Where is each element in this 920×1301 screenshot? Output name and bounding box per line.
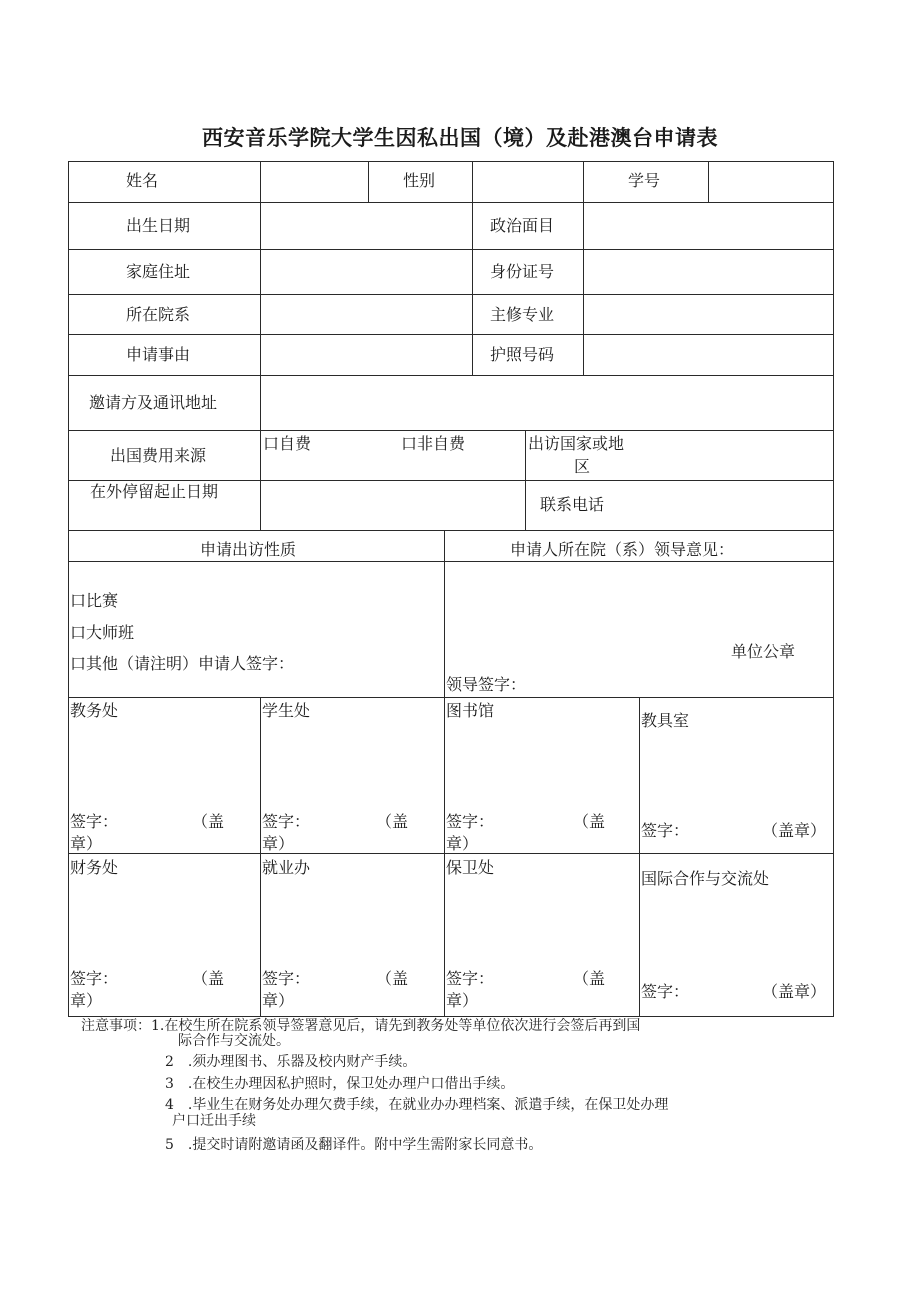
notes-item-1-line1: 注意事项：1.在校生所在院系领导签署意见后，请先到教务处等单位依次进行会签后再到国: [81, 1018, 641, 1034]
passport-number-label: 护照号码: [490, 345, 555, 364]
notes-item-1-line2: 际合作与交流处。: [178, 1033, 290, 1049]
col-divider: [260, 202, 261, 375]
office-finance: 财务处: [70, 858, 119, 877]
row-divider: [68, 375, 834, 376]
seal-label-open: （盖: [376, 969, 409, 988]
notes-item-5: 5 .提交时请附邀请函及翻译件。附中学生需附家长同意书。: [165, 1137, 543, 1153]
sign-label: 签字：: [446, 812, 495, 831]
not-self-funded-option[interactable]: 口非自费: [401, 434, 466, 453]
sign-label: 签字：: [70, 812, 119, 831]
home-address-label: 家庭住址: [126, 262, 191, 281]
office-library: 图书馆: [446, 701, 495, 720]
office-employment: 就业办: [262, 858, 311, 877]
option-competition[interactable]: 口比赛: [70, 591, 119, 610]
office-academic-affairs: 教务处: [70, 701, 119, 720]
row-divider: [68, 530, 834, 531]
seal-label-close: 章）: [262, 991, 295, 1010]
col-divider: [525, 430, 526, 530]
department-label: 所在院系: [126, 305, 191, 324]
col-divider: [583, 202, 584, 375]
phone-label: 联系电话: [540, 495, 605, 514]
row-divider: [68, 334, 834, 335]
sign-label: 签字：: [262, 969, 311, 988]
notes-item-4-line1: 4 .毕业生在财务处办理欠费手续，在就业办办理档案、派遣手续，在保卫处办理: [165, 1097, 669, 1113]
seal-label-open: （盖: [192, 969, 225, 988]
birth-date-label: 出生日期: [126, 216, 191, 235]
notes-item-4-line2: 户口迁出手续: [172, 1113, 256, 1129]
seal-label-close: 章）: [446, 991, 479, 1010]
sign-label: 签字：: [641, 821, 690, 840]
notes-item-2: 2 .须办理图书、乐器及校内财产手续。: [165, 1054, 417, 1070]
row-divider: [68, 202, 834, 203]
seal-label-close: 章）: [446, 834, 479, 853]
seal-label-close: 章）: [262, 834, 295, 853]
col-divider: [583, 161, 584, 202]
table-border-bottom: [68, 1016, 834, 1017]
notes-item-3: 3 .在校生办理因私护照时，保卫处办理户口借出手续。: [165, 1076, 515, 1092]
sign-label: 签字：: [262, 812, 311, 831]
stay-period-label: 在外停留起止日期: [90, 482, 219, 501]
row-divider: [68, 561, 834, 562]
table-border-top: [68, 161, 834, 162]
col-divider: [260, 161, 261, 202]
self-funded-option[interactable]: 口自费: [263, 434, 312, 453]
major-label: 主修专业: [490, 305, 555, 324]
destination-label-line2: 区: [574, 457, 591, 476]
inviter-address-label: 邀请方及通讯地址: [89, 393, 218, 412]
seal-label-open: （盖: [192, 812, 225, 831]
form-title: 西安音乐学院大学生因私出国（境）及赴港澳台申请表: [202, 126, 718, 150]
office-equipment-room: 教具室: [641, 711, 690, 730]
seal-label-full: （盖章）: [762, 982, 827, 1001]
destination-label-line1: 出访国家或地: [528, 434, 625, 453]
col-divider: [368, 161, 369, 202]
col-divider: [260, 697, 261, 1016]
col-divider: [444, 530, 445, 697]
office-student-affairs: 学生处: [262, 701, 311, 720]
col-divider: [472, 202, 473, 375]
id-number-label: 身份证号: [490, 262, 555, 281]
row-divider: [68, 697, 834, 698]
seal-label-open: （盖: [573, 969, 606, 988]
seal-label-close: 章）: [70, 834, 103, 853]
col-divider: [708, 161, 709, 202]
col-divider: [444, 697, 445, 1016]
table-border-left: [68, 161, 69, 1017]
seal-label-full: （盖章）: [762, 821, 827, 840]
option-other-signature[interactable]: 口其他（请注明）申请人签字：: [70, 654, 295, 673]
table-border-right: [833, 161, 834, 1017]
visit-nature-header: 申请出访性质: [200, 540, 297, 559]
option-masterclass[interactable]: 口大师班: [70, 623, 135, 642]
row-divider: [68, 294, 834, 295]
sign-label: 签字：: [641, 982, 690, 1001]
reason-label: 申请事由: [126, 345, 191, 364]
seal-label-open: （盖: [573, 812, 606, 831]
sign-label: 签字：: [70, 969, 119, 988]
student-id-label: 学号: [628, 171, 661, 190]
col-divider: [260, 375, 261, 530]
seal-label-open: （盖: [376, 812, 409, 831]
funding-source-label: 出国费用来源: [110, 446, 207, 465]
row-divider: [68, 430, 834, 431]
sign-label: 签字：: [446, 969, 495, 988]
gender-label: 性别: [403, 171, 436, 190]
unit-seal-label: 单位公章: [731, 642, 796, 661]
dept-leader-opinion-header: 申请人所在院（系）领导意见：: [510, 540, 735, 559]
leader-signature-label: 领导签字：: [446, 675, 527, 694]
office-intl-exchange: 国际合作与交流处: [641, 869, 770, 888]
name-label: 姓名: [126, 171, 159, 190]
col-divider: [472, 161, 473, 202]
col-divider: [639, 697, 640, 1016]
seal-label-close: 章）: [70, 991, 103, 1010]
row-divider: [68, 249, 834, 250]
political-status-label: 政治面目: [490, 216, 555, 235]
office-security: 保卫处: [446, 858, 495, 877]
